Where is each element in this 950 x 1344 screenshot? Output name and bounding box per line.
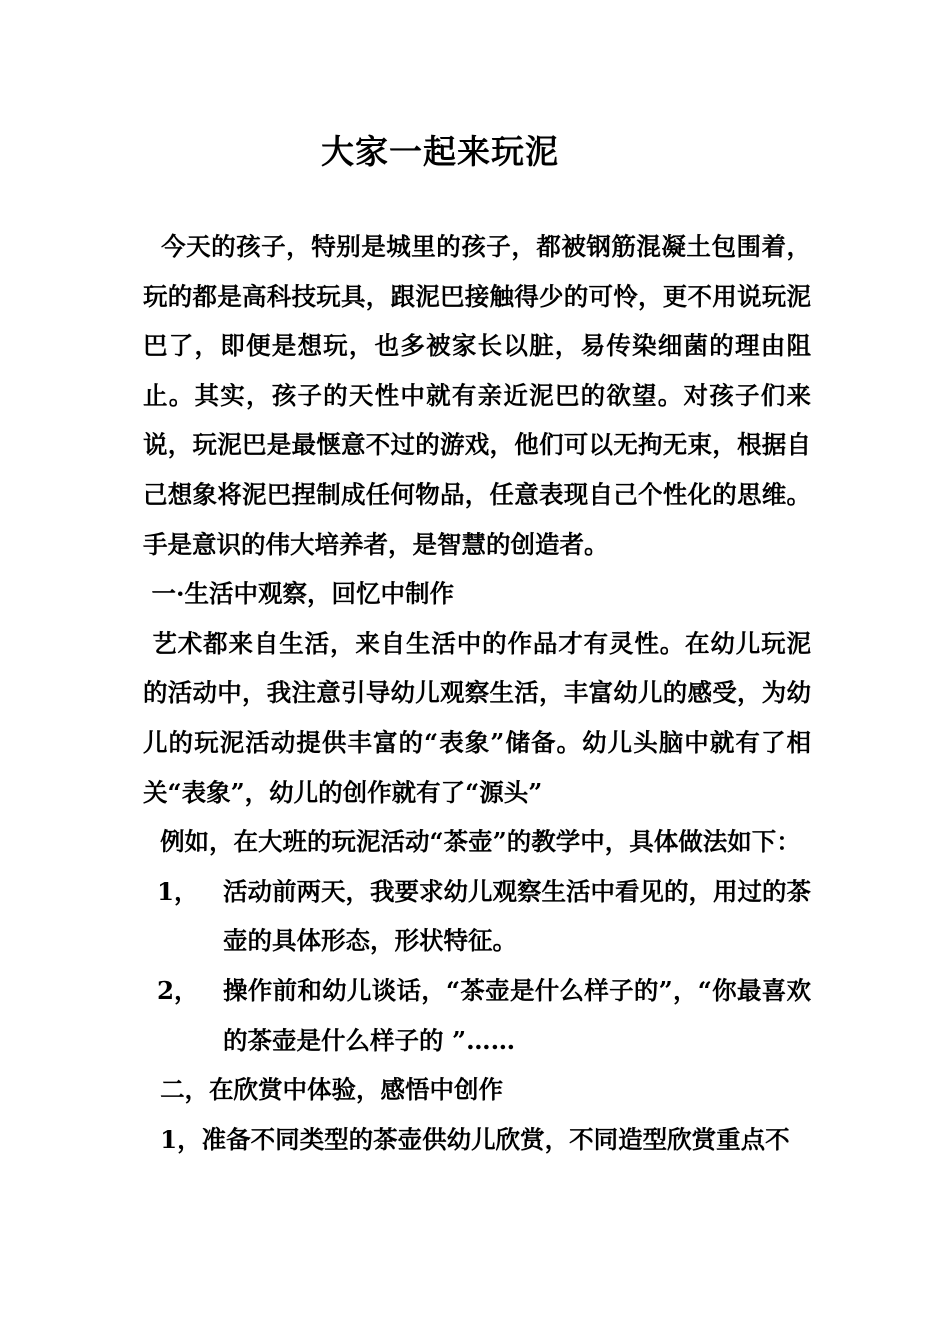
document-title: 大家一起来玩泥	[321, 132, 559, 171]
example-paragraph: 例如，在大班的玩泥活动“茶壶”的教学中，具体做法如下：	[143, 827, 801, 857]
document-body	[143, 222, 811, 1164]
section-2-heading: 二，在欣赏中体验，感悟中创作	[143, 1075, 504, 1105]
list-item-number: 2，	[157, 975, 199, 1005]
list-item	[143, 867, 811, 966]
list-item-number: 1，	[157, 876, 199, 906]
section-1-paragraph: 艺术都来自生活，来自生活中的作品才有灵性。在幼儿玩泥的活动中，我注意引导幼儿观察生活，丰富幼儿的感受，为幼儿的玩泥活动提供丰富的“表象”储备。幼儿头脑中就有了相关“表象”，幼儿的创作就有了“源头”	[143, 628, 812, 807]
intro-paragraph: 今天的孩子，特别是城里的孩子，都被钢筋混凝土包围着，玩的都是高科技玩具，跟泥巴接触得少的可怜，更不用说玩泥巴了，即便是想玩，也多被家长以脏，易传染细菌的理由阻止。其实，孩子的天性中就有亲近泥巴的欲望。对孩子们来说，玩泥巴是最惬意不过的游戏，他们可以无拘无束，根据自己想象将泥巴捏制成任何物品，任意表现自己个性化的思维。手是意识的伟大培养者，是智慧的创造者。	[143, 232, 811, 559]
list-item	[143, 966, 811, 1065]
list-item-text: 操作前和幼儿谈话，“茶壶是什么样子的”，“你最喜欢的茶壶是什么样子的 ”……	[223, 975, 811, 1055]
section-1-heading: 一·生活中观察，回忆中制作	[143, 579, 455, 609]
section-2-item-1: 1，准备不同类型的茶壶供幼儿欣赏，不同造型欣赏重点不	[143, 1124, 790, 1154]
list-item-text: 活动前两天，我要求幼儿观察生活中看见的，用过的茶壶的具体形态，形状特征。	[223, 876, 811, 956]
